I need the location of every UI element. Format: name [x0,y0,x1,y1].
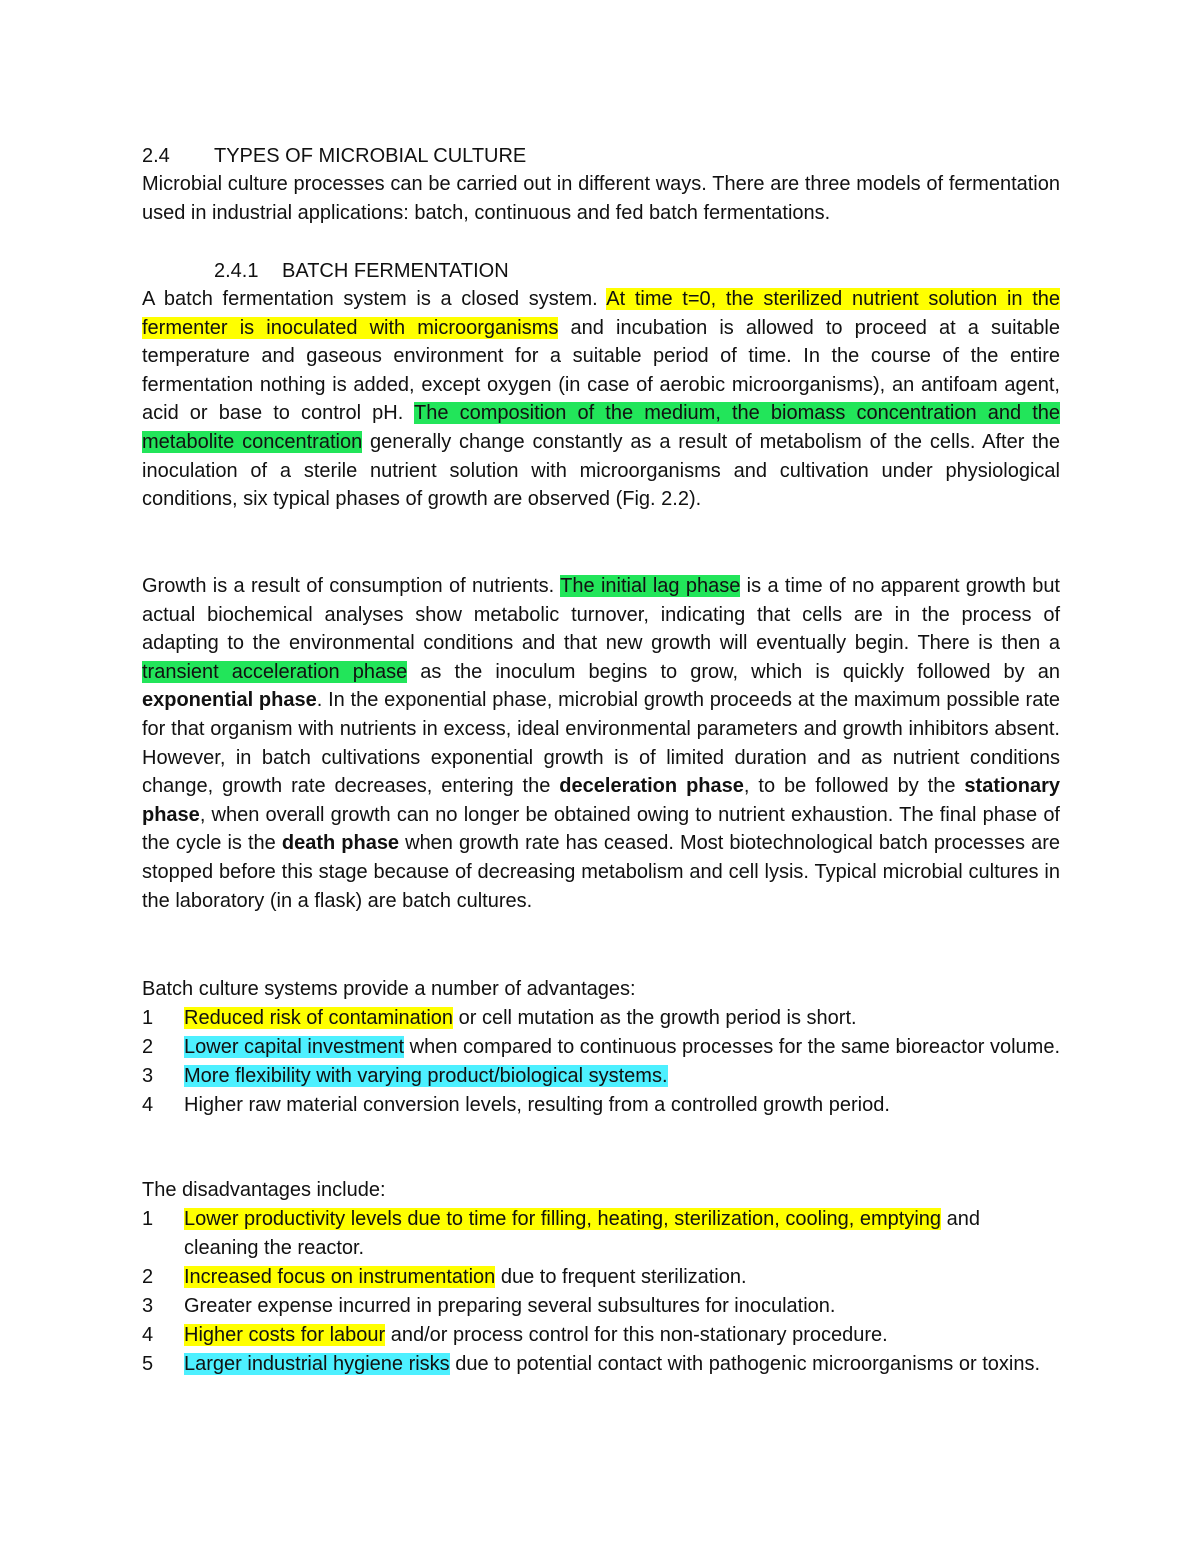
text-run: when compared to continuous processes for the same bioreactor volume. [404,1035,1061,1058]
list-number: 3 [142,1064,154,1087]
section-intro-block [142,170,1060,227]
advantages-list [142,1004,1060,1120]
section-intro: Microbial culture processes can be carried out in different ways. There are three models of fermentation used in industrial applications: batch, continuous and fed batch fermentations. [142,173,1060,224]
subsection-heading [214,257,509,285]
list-item [142,1033,1060,1062]
list-item [142,1091,1060,1120]
list-number: 2 [142,1035,154,1058]
section-heading [142,142,526,170]
list-number: 1 [142,1207,154,1230]
text-run: Greater expense incurred in preparing several subsultures for inoculation. [184,1294,836,1317]
text-run: Higher raw material conversion levels, resulting from a controlled growth period. [184,1093,890,1116]
section-title: TYPES OF MICROBIAL CULTURE [214,145,527,167]
disadvantages-list [142,1205,1060,1379]
list-number: 2 [142,1265,154,1288]
list-item [142,1321,1060,1350]
text-run: due to frequent sterilization. [495,1265,747,1288]
text-run: when growth rate has ceased. Most biotechnological batch processes are stopped before this stage because of decreasing metabolism and cell lysis. Typical microbial cultures in the laboratory (in a flask) are batch cultures. [142,832,1061,912]
text-run: and incubation is allowed to proceed at a suitable temperature and gaseous environment for a suitable period of time. In the course of the entire fermentation nothing is added, except oxygen (in case of aerobic microorganisms), an antifoam agent, acid or base to control pH. [142,316,1060,425]
growth-paragraph [142,572,1060,915]
highlight-yellow: Higher costs for labour [184,1323,386,1346]
advantages-intro: Batch culture systems provide a number of advantages: [142,978,636,1000]
list-number: 4 [142,1323,154,1346]
text-run: and/or process control for this non-stationary procedure. [385,1323,888,1346]
text-run: generally change constantly as a result of metabolism of the cells. After the inoculation of a sterile nutrient solution with microorganisms and cultivation under physiological conditions, six typical phases of growth are observed (Fig. 2.2). [142,430,1060,511]
bold-term: exponential phase [142,689,317,712]
bold-term: death phase [281,832,400,855]
subsection-number: 2.4.1 [214,260,259,282]
highlight-cyan: Lower capital investment [184,1035,405,1058]
list-item [142,1004,1060,1033]
section-number: 2.4 [142,145,170,167]
highlight-yellow: Lower productivity levels due to time for filling, heating, sterilization, cooling, emptying [184,1207,942,1230]
list-number: 5 [142,1352,154,1375]
highlight-cyan: More flexibility with varying product/biological systems. [184,1064,668,1087]
text-run: Growth is a result of consumption of nutrients. [142,575,561,597]
growth-paragraph-block [142,572,1060,915]
text-run: . In the exponential phase, microbial growth proceeds at the maximum possible rate for that organism with nutrients in excess, ideal environmental parameters and growth inhibitors absent. However, in batch cultivations exponential growth is of limited duration and as nutrient conditions change, growth rate decreases, entering the [142,689,1060,798]
list-number: 1 [142,1006,154,1029]
batch-paragraph-block [142,285,1060,514]
disadvantages-block [142,1176,1060,1379]
disadvantages-intro: The disadvantages include: [142,1179,386,1201]
advantages-block [142,975,1060,1120]
list-item [142,1062,1060,1091]
list-item [142,1350,1060,1379]
highlight-green: The initial lag phase [560,575,741,597]
text-run: is a time of no apparent growth but actual biochemical analyses show metabolic turnover, indicating that cells are in the process of adapting to the environmental conditions and that new growth will eventually begin. There is then a [142,575,1060,655]
highlight-yellow: Increased focus on instrumentation [184,1265,496,1288]
list-item [142,1292,1060,1321]
highlight-cyan: Larger industrial hygiene risks [184,1352,450,1375]
text-run: A batch fermentation system is a closed system. [142,288,607,310]
highlight-yellow: Reduced risk of contamination [184,1006,454,1029]
text-run: and cleaning the reactor. [184,1207,980,1259]
list-number: 4 [142,1093,154,1116]
list-item [142,1263,1060,1292]
highlight-green: The composition of the medium, the biomass concentration and the metabolite concentration [142,402,1061,453]
text-run: due to potential contact with pathogenic microorganisms or toxins. [449,1352,1040,1375]
batch-paragraph [142,285,1060,514]
bold-term: deceleration phase [559,775,744,798]
text-run: as the inoculum begins to grow, which is quickly followed by an [407,660,1060,683]
text-run: or cell mutation as the growth period is short. [453,1006,857,1029]
bold-term: stationary phase [142,775,1060,826]
text-run: , to be followed by the [743,775,965,798]
subsection-title: BATCH FERMENTATION [282,260,509,282]
list-number: 3 [142,1294,154,1317]
highlight-green: transient acceleration phase [142,660,408,683]
highlight-yellow: At time t=0, the sterilized nutrient solution in the fermenter is inoculated with microorganisms [142,288,1060,339]
text-run: , when overall growth can no longer be obtained owing to nutrient exhaustion. The final phase of the cycle is the [142,803,1060,855]
list-item [142,1205,1060,1263]
